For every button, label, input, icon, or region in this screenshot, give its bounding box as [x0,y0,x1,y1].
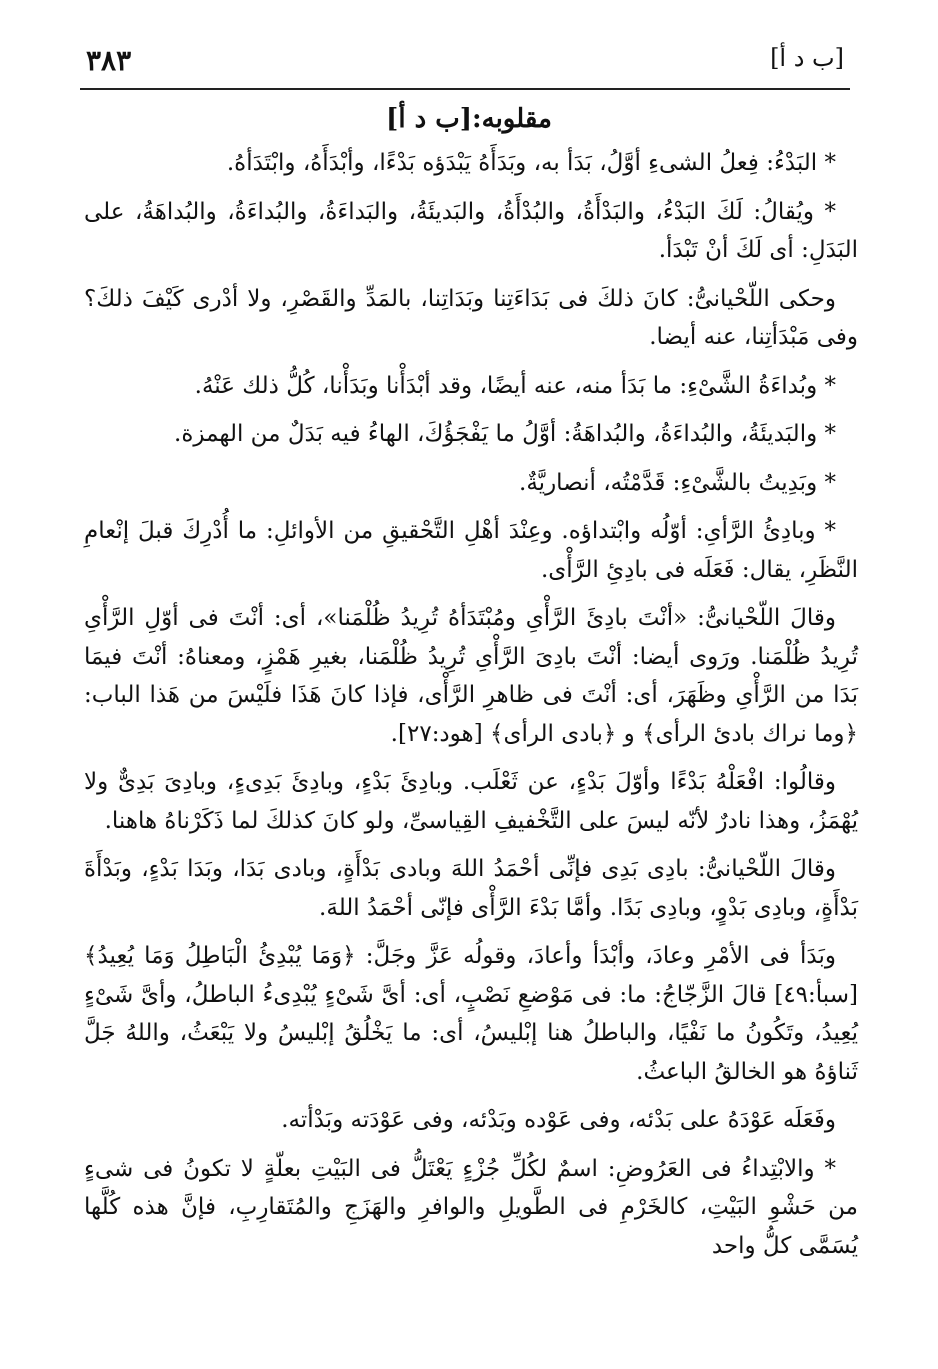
entry-body [84,144,858,1275]
running-head: [ب د أ] [770,44,844,72]
paragraph: وفَعَلَه عَوْدَهُ على بَدْئه، وفى عَوْده وبَدْئه، وفى عَوْدَته وبَدْأته. [281,1107,836,1133]
section-title: مقلوبه:[ب د أ] [386,104,552,134]
paragraph: وقالُوا: افْعَلْهُ بَدْءًا وأوّلَ بَدْءٍ، عن ثَعْلَب. وبادِئَ بَدْءٍ، وبادِئَ بَدِىءٍ، وبادِىَ بَدِىٌّ ولا يُهْمَزُ، وهذا نادرٌ لأنّه ليسَ على التَّخْفيفِ القِياسىِّ، ولو كانَ كذلكَ لما ذَكَرْناهُ هاهنا. [84,769,858,834]
page-number: ٣٨٣ [86,44,132,77]
paragraph: وقالَ اللّحْيانىُّ: بادِى بَدِى فإنِّى أحْمَدُ اللهَ وبادى بَدْأَةٍ، وبادى بَدَا، وبَدَا بَدْءٍ، وبَدْأَةَ بَدْأَةٍ، وبادِى بَدْوٍ، وبادِى بَدًا. وأمَّا بَدْءَ الرَّأْى فإنّى أحْمَدُ اللهَ. [84,856,858,921]
paragraph: * وبَدِيتُ بالشَّىْءِ: قَدَّمْتُه، أنصاريَّةٌ. [519,469,836,496]
paragraph: * وبادِئُ الرَّأىِ: أوّلُه وابْتداؤه. وعِنْدَ أهْلِ التَّحْقيقِ من الأوائلِ: ما أُدْرِكَ قبلَ إنْعامِ النَّظَرِ، يقال: فَعَلَه فى بادِئِ الرَّأْى. [84,518,858,583]
paragraph: * والابْتِداءُ فى العَرُوضِ: اسمٌ لكُلِّ جُزْءٍ يَعْتَلُّ فى البَيْتِ بعلّةٍ لا تكونُ فى شىءٍ من حَشْوِ البَيْتِ، كالخَرْمِ فى الطَّويلِ والوافرِ والهَزَجِ والمُتَقارِبِ، فإنَّ هذه كُلَّها يُسَمَّى كلُّ واحد [84,1155,858,1259]
paragraph: وقالَ اللّحْيانىُّ: «أنْتَ بادِئَ الرَّأْىِ ومُبْتَدَأهُ تُرِيدُ ظُلْمَنا»، أى: أنْتَ فى أوّلِ الرَّأْىِ تُرِيدُ ظُلْمَنا. ورَوى أيضا: أنْتَ بادِىَ الرَّأْىِ تُرِيدُ ظُلْمَنا، بغيرِ هَمْزٍ، ومعناهُ: أنْتَ فيمَا بَدَا من الرَّأْىِ وظَهَرَ، أى: أنْتَ فى ظاهرِ الرَّأْى، فإذا كانَ هَذَا فلَيْسَ من هَذا الباب: ﴿وما نراك بادئ الرأى﴾ و ﴿بادى الرأى﴾ [هود:٢٧]. [84,605,858,747]
paragraph: وحكى اللّحْيانىُّ: كانَ ذلكَ فى بَدَاءَتِنا وبَدَاتِنا، بالمَدِّ والقَصْرِ، ولا أدْرى كَيْفَ ذلكَ؟ وفى مَبْدَأتِنا، عنه أيضا. [84,285,858,350]
paragraph: * ويُقالُ: لَكَ البَدْءُ، والبَدْأَةُ، والبُدْأَةُ، والبَديئَةُ، والبَداءَةُ، والبُداءَةُ، والبُداهَةُ، على البَدَلِ: أى لَكَ أنْ تَبْدَأ. [84,198,858,263]
paragraph: * وبُداءَةُ الشَّىْءِ: ما بَدَأ منه، عنه أيضًا، وقد أبْدَأْنا وبَدَأْنا، كُلُّ ذلك عَنْهُ. [194,372,836,399]
page-header [80,40,850,90]
paragraph: * والبَديئَةُ، والبُداءَةُ، والبُداهَةُ: أوَّلُ ما يَفْجَؤُكَ، الهاءُ فيه بَدَلٌ من الهمزة. [174,421,836,447]
paragraph: * البَدْءُ: فِعلُ الشىءِ أوَّلُ، بَدَأ به، وبَدَأَهُ يَبْدَؤه بَدْءًا، وأبْدَأَهُ، وابْتَدَأهُ. [226,150,836,176]
paragraph: وبَدَأ فى الأمْرِ وعادَ، وأبْدَأ وأعادَ، وقولُه عَزَّ وجَلَّ: ﴿وَمَا يُبْدِئُ الْبَاطِلُ وَمَا يُعِيدُ﴾ [سبأ:٤٩] قالَ الزَّجّاجُ: ما: فى مَوْضعِ نَصْبٍ، أى: أىَّ شَىْءٍ يُبْدِىءُ الباطلُ، وأىَّ شَىْءٍ يُعِيدُ، وتَكُونُ ما نَفْيًا، والباطلُ هنا إبْليسُ، أى: ما يَخْلُقُ إبْليسُ ولا يَبْعَثُ، واللهُ جَلَّ ثَناؤهُ هو الخالقُ الباعثُ. [84,943,858,1085]
